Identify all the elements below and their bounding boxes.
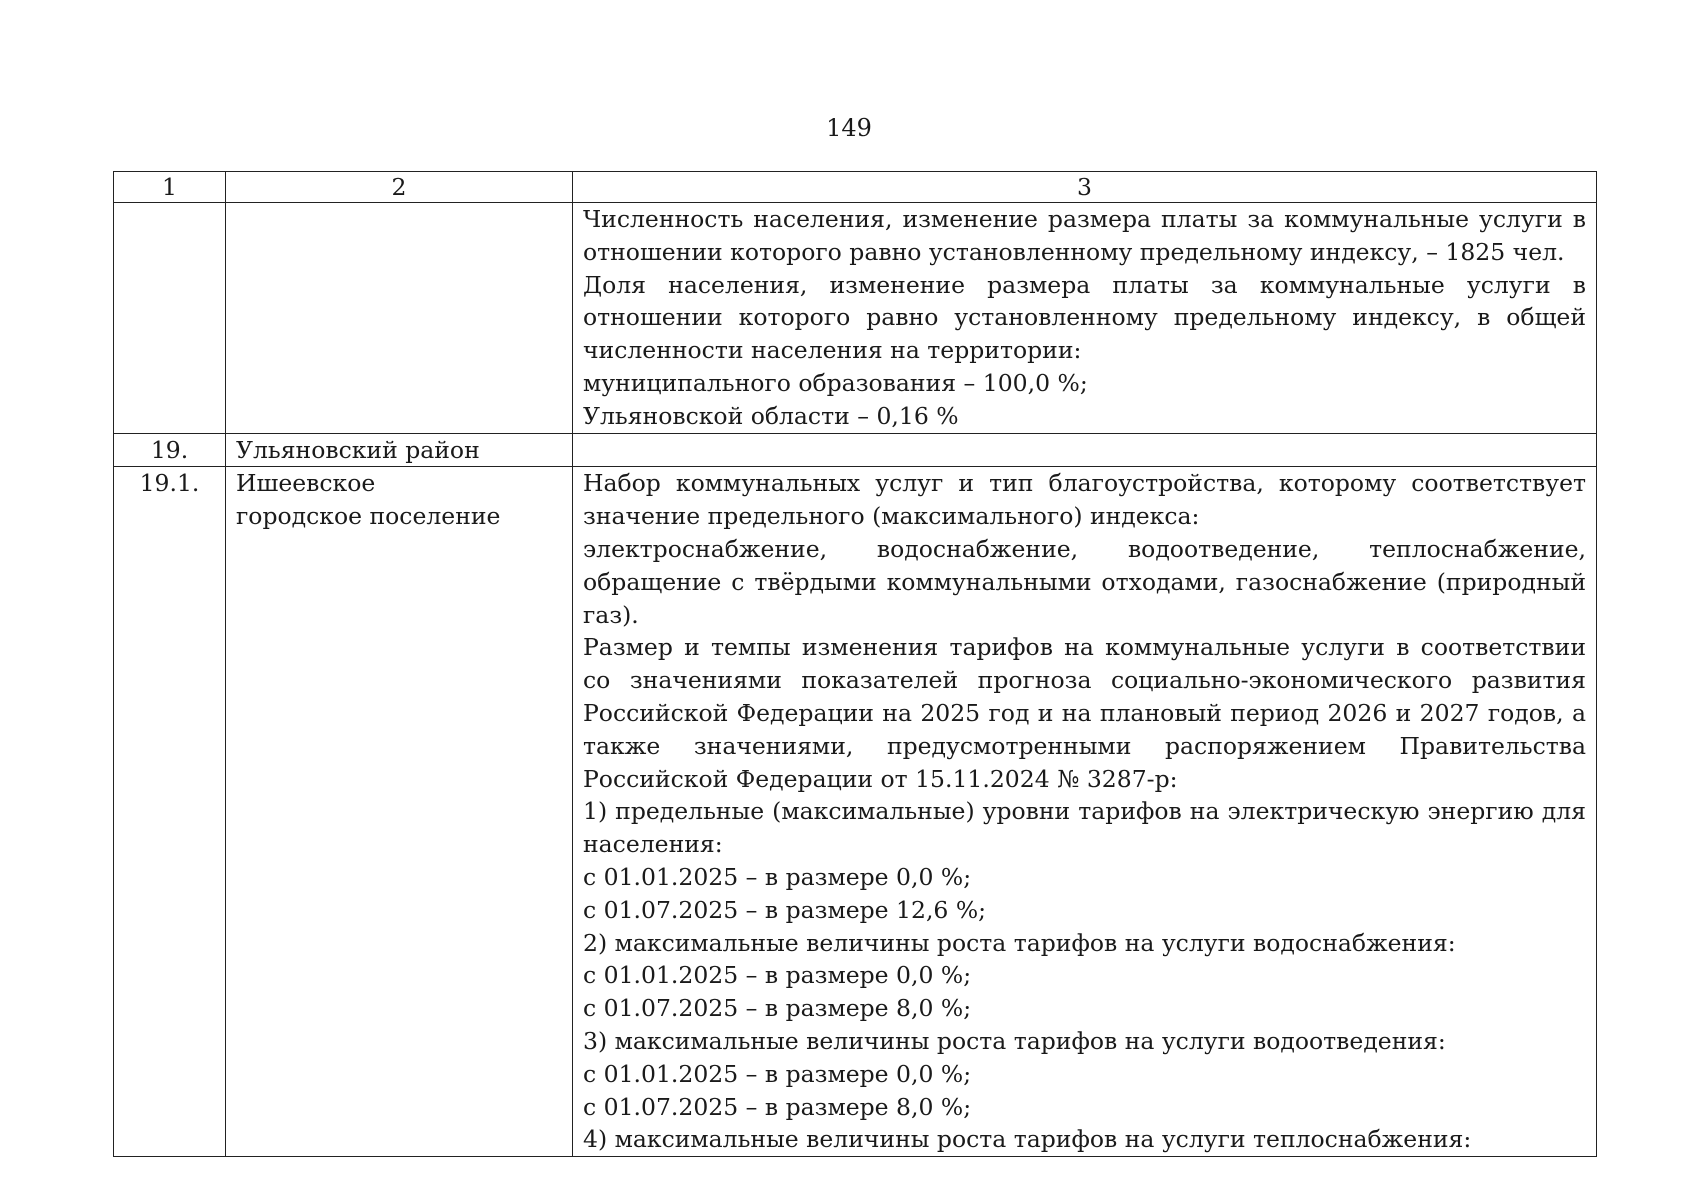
paragraph: 1) предельные (максимальные) уровни тарифов на электрическую энергию для населения: xyxy=(583,797,1586,859)
paragraph: муниципального образования – 100,0 %; xyxy=(583,368,1088,397)
paragraph: с 01.01.2025 – в размере 0,0 %; xyxy=(583,961,972,990)
settlement-name-line: городское поселение xyxy=(236,502,501,531)
row-number-cell xyxy=(114,203,226,434)
column-header: 3 xyxy=(573,172,1597,203)
paragraph: 3) максимальные величины роста тарифов на услуги водоотведения: xyxy=(583,1026,1446,1055)
paragraph: с 01.01.2025 – в размере 0,0 %; xyxy=(583,1059,972,1088)
table-header-row xyxy=(114,172,1597,203)
paragraph: Набор коммунальных услуг и тип благоустройства, которому соответствует значение предельного (максимального) индекса: xyxy=(583,469,1586,531)
row-number-cell: 19. xyxy=(114,433,226,467)
paragraph: с 01.01.2025 – в размере 0,0 %; xyxy=(583,862,972,891)
paragraph: с 01.07.2025 – в размере 12,6 %; xyxy=(583,895,987,924)
row-name-cell xyxy=(226,467,573,1157)
column-header: 2 xyxy=(226,172,573,203)
row-name-cell: Ульяновский район xyxy=(226,433,573,467)
row-description-cell xyxy=(573,467,1597,1157)
table-row xyxy=(114,467,1597,1157)
table-row xyxy=(114,433,1597,467)
row-description-cell xyxy=(573,203,1597,434)
paragraph: с 01.07.2025 – в размере 8,0 %; xyxy=(583,1092,972,1121)
paragraph: Размер и темпы изменения тарифов на коммунальные услуги в соответствии со значениями показателей прогноза социально-экономического развития Российской Федерации на 2025 год и на плановый период 2026 и 2027 годов, а также значениями, предусмотренными распоряжением Правительства Российской Федерации от 15.11.2024 № 3287-р: xyxy=(583,633,1586,793)
table-row xyxy=(114,203,1597,434)
paragraph: Численность населения, изменение размера платы за коммунальные услуги в отношении которого равно установленному предельному индексу, – 1825 чел. xyxy=(583,205,1586,266)
paragraph: Ульяновской области – 0,16 % xyxy=(583,401,959,430)
data-table xyxy=(113,171,1597,1157)
row-name-cell xyxy=(226,203,573,434)
paragraph: 4) максимальные величины роста тарифов на услуги теплоснабжения: xyxy=(583,1125,1472,1154)
paragraph: 2) максимальные величины роста тарифов на услуги водоснабжения: xyxy=(583,928,1456,957)
paragraph: Доля населения, изменение размера платы за коммунальные услуги в отношении которого равно установленному предельному индексу, в общей численности населения на территории: xyxy=(583,270,1586,365)
paragraph: с 01.07.2025 – в размере 8,0 %; xyxy=(583,994,972,1023)
row-description-cell xyxy=(573,433,1597,467)
settlement-name-line: Ишеевское xyxy=(236,469,376,498)
page-number: 149 xyxy=(826,114,872,142)
row-number-cell: 19.1. xyxy=(114,467,226,1157)
column-header: 1 xyxy=(114,172,226,203)
paragraph: электроснабжение, водоснабжение, водоотведение, теплоснабжение, обращение с твёрдыми коммунальными отходами, газоснабжение (природный газ). xyxy=(583,534,1586,629)
